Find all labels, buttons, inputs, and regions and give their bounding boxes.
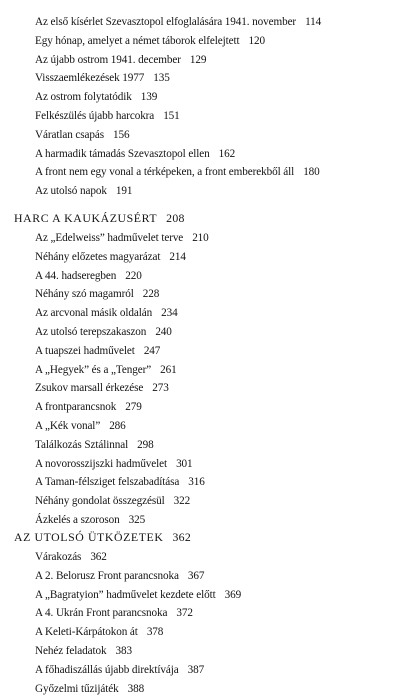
entry-title: Néhány gondolat összegzésül (35, 495, 165, 508)
entry-page-number: 120 (248, 34, 265, 47)
entry-page-number: 301 (176, 457, 193, 470)
entry-title: Győzelmi tűzijáték (35, 682, 119, 695)
section-heading-page-number: 362 (172, 530, 192, 544)
toc-entry[interactable] (0, 548, 407, 567)
entry-page-number: 298 (137, 438, 154, 451)
entry-title: A 4. Ukrán Front parancsnoka (35, 607, 168, 620)
entry-title: Várakozás (35, 551, 82, 563)
toc-entry[interactable] (0, 248, 407, 267)
entry-title: Találkozás Sztálinnal (35, 438, 129, 451)
entry-title: Nehéz feladatok (35, 644, 107, 657)
entry-title: Ázkelés a szoroson (35, 513, 120, 526)
entry-page-number: 210 (192, 232, 209, 244)
entry-title: Az utolsó terepszakaszon (35, 325, 147, 338)
toc-entry[interactable] (0, 379, 407, 398)
entry-page-number: 180 (303, 166, 320, 179)
entry-page-number: 156 (113, 128, 130, 141)
entry-page-number: 325 (128, 513, 146, 526)
entry-page-number: 316 (188, 476, 205, 489)
entry-title: Az első kísérlet Szevasztopol elfoglalására 1941. november (35, 16, 297, 28)
entry-title: A tuapszei hadművelet (35, 344, 135, 357)
entry-title: Az újabb ostrom 1941. december (35, 53, 181, 66)
toc-entry[interactable] (0, 32, 407, 51)
entry-page-number: 367 (187, 569, 205, 582)
toc-entry[interactable] (0, 361, 407, 380)
entry-title: Felkészülés újabb harcokra (35, 109, 155, 122)
toc-entry[interactable] (0, 604, 407, 623)
entry-page-number: 369 (224, 588, 242, 601)
toc-entry[interactable] (0, 323, 407, 342)
toc-entry[interactable] (0, 567, 407, 586)
entry-page-number: 286 (109, 419, 126, 432)
entry-page-number: 383 (115, 644, 132, 657)
toc-entry[interactable] (0, 51, 407, 70)
entry-title: Az arcvonal másik oldalán (35, 307, 153, 320)
toc-entry[interactable] (0, 229, 407, 248)
entry-page-number: 388 (127, 682, 145, 695)
entry-page-number: 234 (161, 307, 178, 320)
entry-title: A Taman-félsziget felszabadítása (35, 476, 180, 489)
entry-title: Néhány előzetes magyarázat (35, 250, 161, 263)
entry-page-number: 139 (140, 91, 158, 104)
entry-page-number: 247 (143, 344, 161, 357)
entry-page-number: 387 (187, 663, 205, 676)
entry-title: Visszaemlékezések 1977 (35, 72, 145, 85)
toc-entry[interactable] (0, 304, 407, 323)
toc-entry[interactable] (0, 473, 407, 492)
section-heading-title: HARC A KAUKÁZUSÉRT (14, 211, 158, 225)
entry-title: A novorosszijszki hadművelet (35, 457, 168, 470)
entry-page-number: 129 (189, 53, 207, 66)
toc-section-sevastopol (0, 13, 407, 201)
entry-title: Az utolsó napok (35, 185, 107, 198)
toc-entry[interactable] (0, 661, 407, 680)
entry-title: A „Hegyek” és a „Tenger” (35, 363, 152, 376)
entry-title: A front nem egy vonal a térképeken, a front emberekből áll (35, 166, 295, 179)
entry-title: A főhadiszállás újabb direktívája (35, 663, 179, 676)
entry-page-number: 240 (155, 325, 172, 338)
toc-entry[interactable] (0, 623, 407, 642)
section-heading-page-number: 208 (166, 211, 185, 225)
toc-section-last-battles (0, 527, 407, 698)
entry-page-number: 322 (173, 495, 191, 508)
toc-entry[interactable] (0, 455, 407, 474)
entry-page-number: 279 (125, 401, 142, 414)
toc-entry[interactable] (0, 586, 407, 605)
entry-page-number: 151 (163, 109, 180, 122)
entry-title: Egy hónap, amelyet a német táborok elfelejtett (35, 34, 240, 47)
toc-section-caucasus (0, 208, 407, 530)
toc-entry[interactable] (0, 398, 407, 417)
toc-entry[interactable] (0, 342, 407, 361)
entry-page-number: 372 (176, 607, 193, 620)
entry-title: A Keleti-Kárpátokon át (35, 626, 138, 639)
entry-title: Az „Edelweiss” hadművelet terve (35, 232, 184, 244)
toc-entry[interactable] (0, 680, 407, 699)
toc-entry[interactable] (0, 417, 407, 436)
entry-title: Váratlan csapás (35, 128, 105, 141)
entry-page-number: 228 (142, 288, 160, 301)
toc-entry[interactable] (0, 107, 407, 126)
entry-page-number: 162 (218, 147, 236, 160)
entry-page-number: 261 (160, 363, 177, 376)
toc-entry[interactable] (0, 285, 407, 304)
toc-entry[interactable] (0, 182, 407, 201)
entry-title: Néhány szó magamról (35, 288, 134, 301)
toc-entry[interactable] (0, 492, 407, 511)
entry-page-number: 191 (115, 185, 133, 198)
entry-title: A 44. hadseregben (35, 269, 117, 282)
section-heading[interactable] (0, 208, 407, 228)
entry-page-number: 135 (153, 72, 170, 85)
entry-title: A harmadik támadás Szevasztopol ellen (35, 147, 210, 160)
entry-page-number: 214 (169, 250, 186, 263)
entry-title: Zsukov marsall érkezése (35, 382, 144, 395)
toc-entry[interactable] (0, 13, 407, 32)
entry-page-number: 378 (146, 626, 164, 639)
toc-entry[interactable] (0, 436, 407, 455)
entry-title: A „Bagratyion” hadművelet kezdete előtt (35, 588, 216, 601)
toc-entry[interactable] (0, 69, 407, 88)
toc-entry[interactable] (0, 267, 407, 286)
toc-entry[interactable] (0, 642, 407, 661)
entry-page-number: 362 (90, 551, 107, 563)
entry-title: A frontparancsnok (35, 401, 117, 414)
entry-page-number: 273 (152, 382, 169, 395)
entry-page-number: 114 (305, 16, 322, 28)
toc-entry[interactable] (0, 163, 407, 182)
entry-title: A 2. Belorusz Front parancsnoka (35, 569, 179, 582)
section-heading[interactable] (0, 527, 407, 547)
toc-entry[interactable] (0, 88, 407, 107)
toc-entry[interactable] (0, 126, 407, 145)
section-heading-title: AZ UTOLSÓ ÜTKÖZETEK (14, 530, 164, 544)
entry-title: A „Kék vonal” (35, 419, 101, 432)
toc-entry[interactable] (0, 145, 407, 164)
entry-page-number: 220 (125, 269, 142, 282)
entry-title: Az ostrom folytatódik (35, 91, 132, 104)
